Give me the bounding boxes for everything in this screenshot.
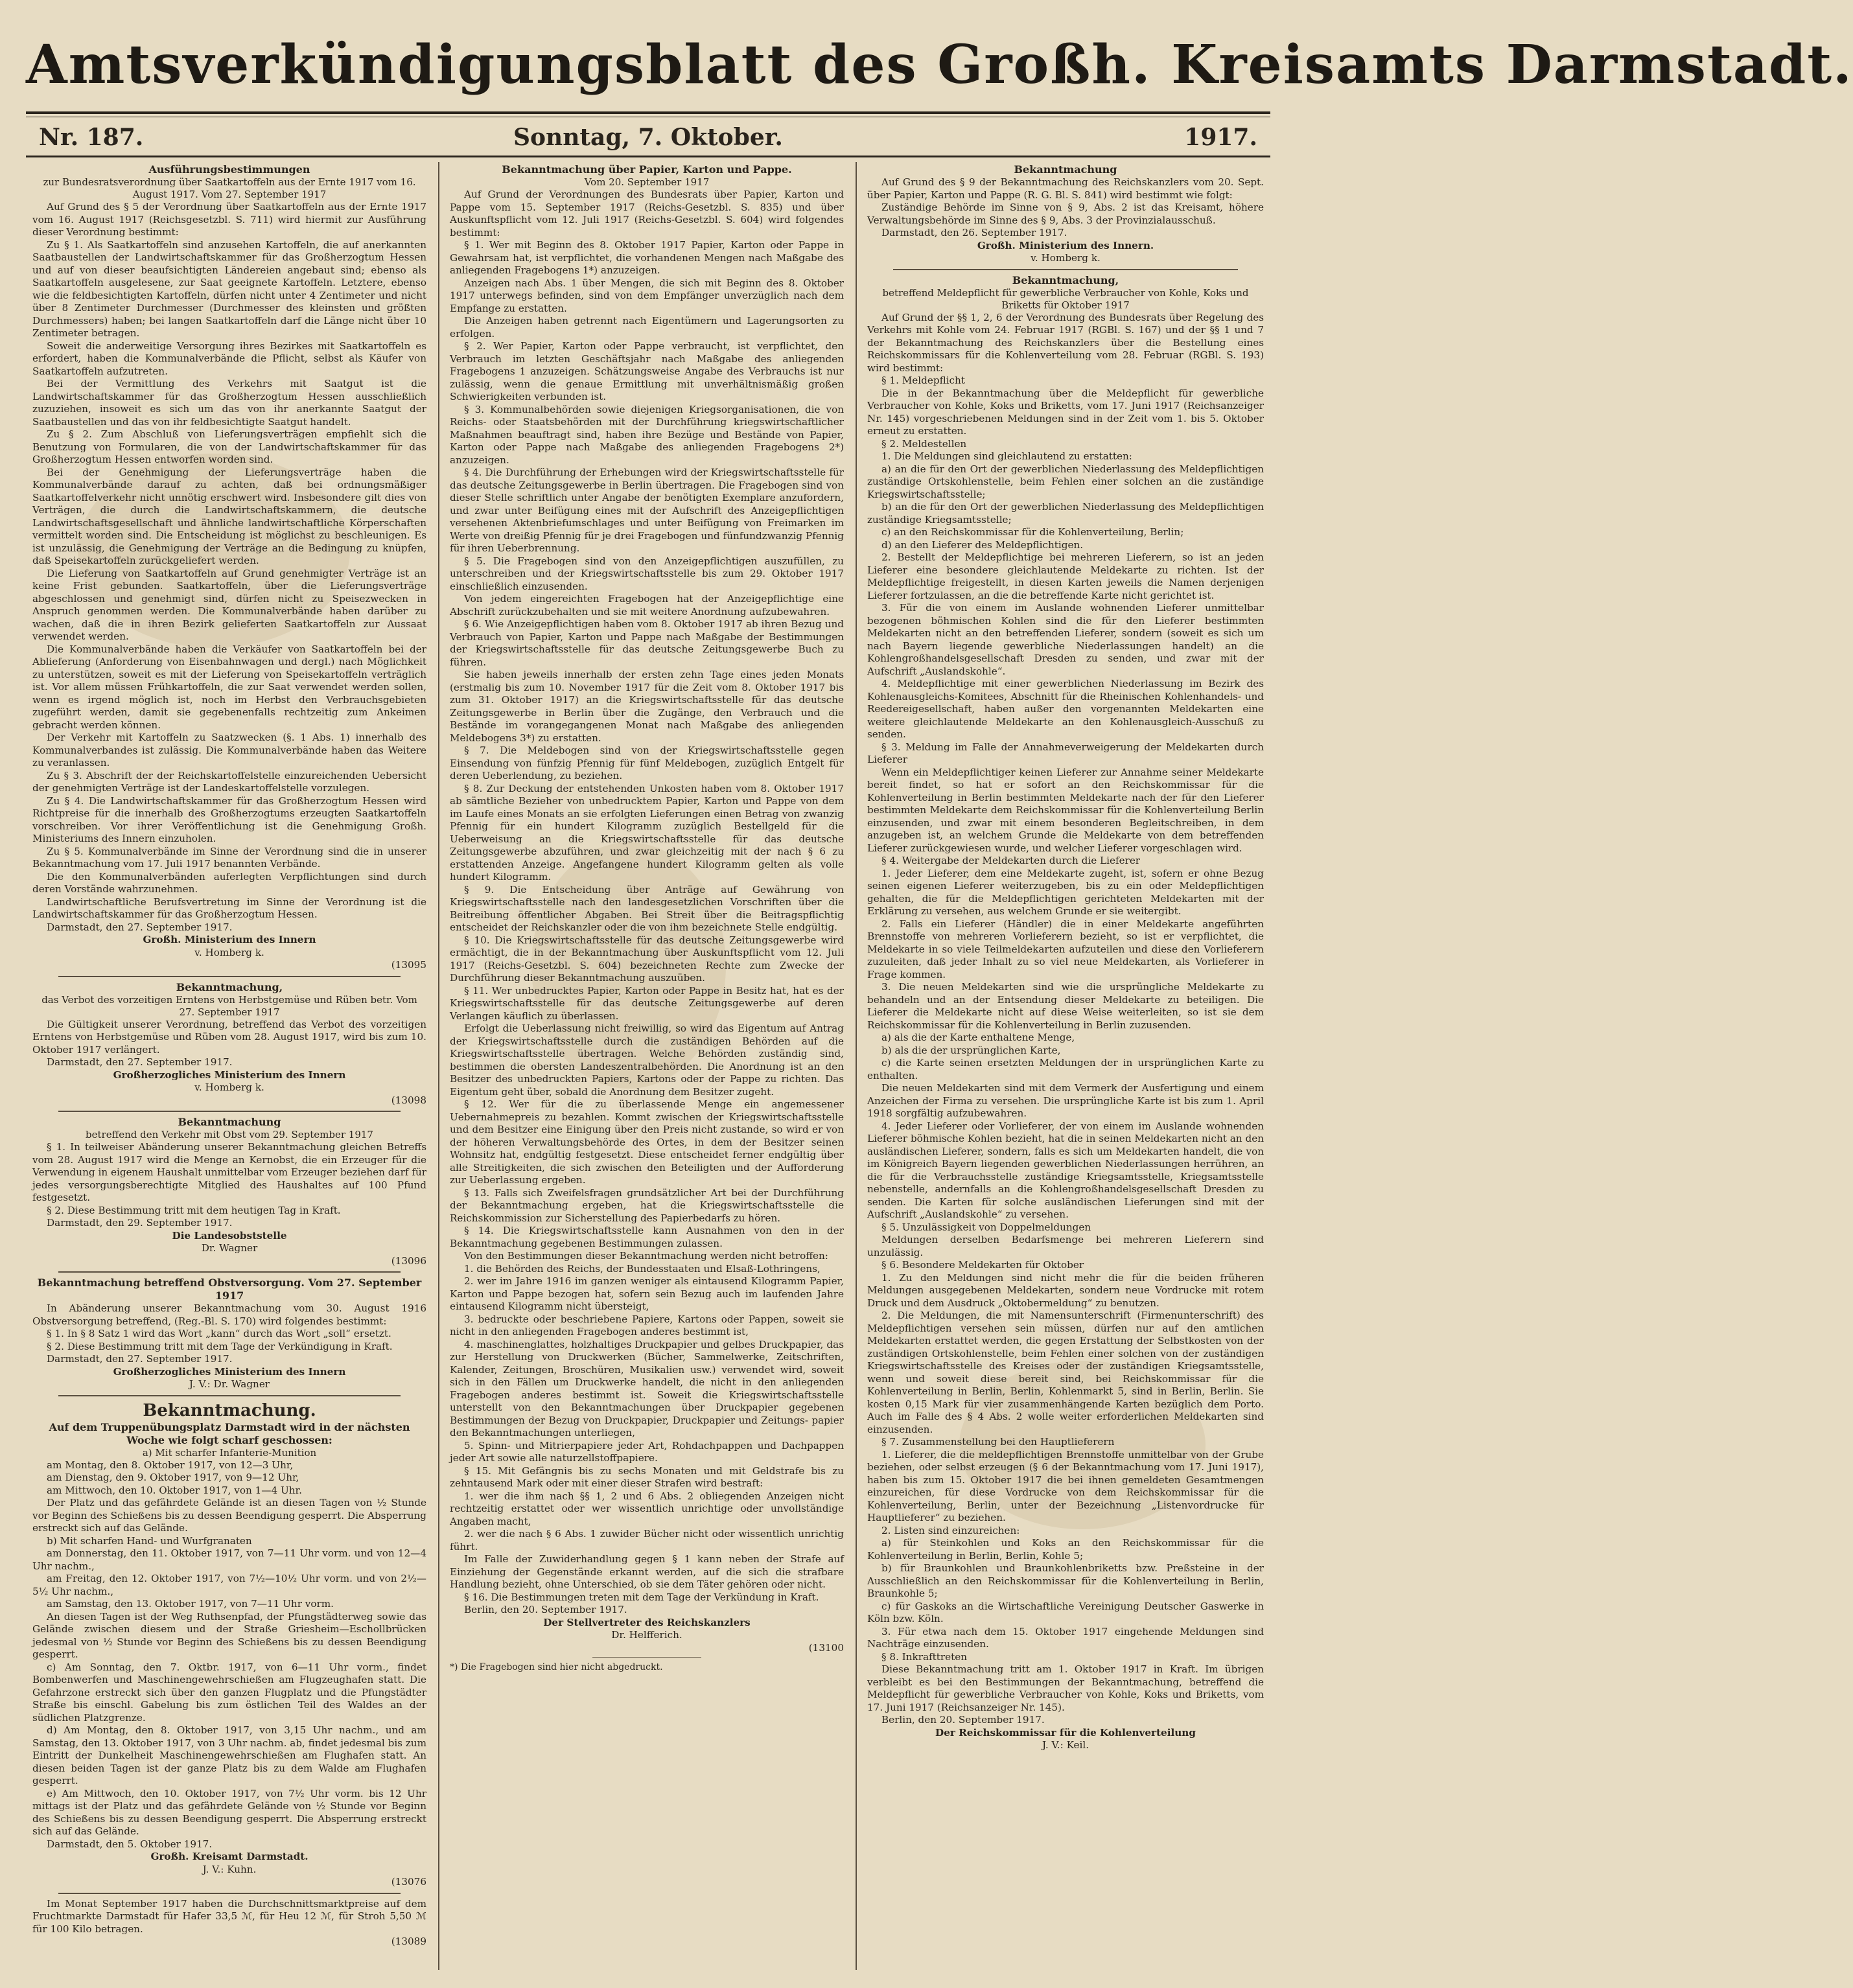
notice-paragraph: c) Am Sonntag, den 7. Oktbr. 1917, von 6—11 Uhr vorm., findet Bombenwerfen und Maschinengewehrschießen am Flugzeughafen statt. Die Gefahrzone erstreckt sich über den ganzen Flugplatz und die Pfungstädter Straße bis einschl. Gabelung bis zum östlichen Teil des Waldes an der südlichen Platzgrenze.: [32, 1661, 426, 1724]
notice-paragraph: Die Anzeigen haben getrennt nach Eigentümern und Lagerungsorten zu erfolgen.: [450, 315, 844, 340]
notice-paragraph: In Abänderung unserer Bekanntmachung vom 30. August 1916 Obstversorgung betreffend, (Reg.-Bl. S. 170) wird folgendes bestimmt:: [32, 1302, 426, 1327]
notice-heading: Bekanntmachung,: [1012, 273, 1119, 286]
notice-paragraph: Diese Bekanntmachung tritt am 1. Oktober 1917 in Kraft. Im übrigen verbleibt es bei den Bestimmungen der Bekanntmachung, betreffend die Meldepflicht für gewerbliche Verbraucher von Kohle, Koks und Briketts, vom 17. Juni 1917 (Reichsanzeiger Nr. 145).: [867, 1663, 1264, 1713]
notice-heading: Bekanntmachung,: [176, 980, 283, 993]
notice-paragraph: 2. Falls ein Lieferer (Händler) die in einer Meldekarte angeführten Brennstoffe von mehreren Vorlieferern bezieht, so ist er verpflichtet, die Meldekarte in so viele Teilmeldekarten aufzuteilen und diese den Vorlieferern zuzuleiten, daß jeder Inhalt zu so viel neue Meldekarten, als Vorlieferer in Frage kommen.: [867, 918, 1264, 980]
issue-date: Sonntag, 7. Oktober.: [513, 124, 783, 151]
masthead-title: Amtsverkündigungsblatt des Großh. Kreisamts Darmstadt.: [26, 34, 1853, 96]
notice-paragraph: § 4. Die Durchführung der Erhebungen wird der Kriegswirtschaftsstelle für das deutsche Zeitungsgewerbe in Berlin übertragen. Die Fragebogen sind von dieser Stelle schriftlich unter Angabe der benötigten Exemplare anzufordern, und zwar unter Beifügung eines mit der Aufschrift des Anzeigepflichtigen versehenen Aktenbriefumschlages und unter Beifügung von Freimarken im Werte von dreißig Pfennig für je drei Fragebogen und fünfundzwanzig Pfennig für ihren Ueberbrennung.: [450, 467, 844, 554]
notice-separator: [58, 1111, 401, 1112]
notice-paragraph: Die neuen Meldekarten sind mit dem Vermerk der Ausfertigung und einem Anzeichen der Firma zu versehen. Die ursprüngliche Karte ist bis zum 1. April 1918 sorgfältig aufzubewahren.: [867, 1082, 1264, 1119]
issue-line: [26, 122, 1270, 153]
notice-reference-number: (13076: [391, 1876, 426, 1888]
notice-paragraph: § 5. Unzulässigkeit von Doppelmeldungen: [881, 1221, 1091, 1233]
notice-authority: Großherzogliches Ministerium des Innern: [113, 1069, 346, 1081]
notice-separator: [893, 269, 1238, 270]
notice-paragraph: Zu § 1. Als Saatkartoffeln sind anzusehen Kartoffeln, die auf anerkannten Saatbaustellen der Landwirtschaftskammer für das Großherzogtum Hessen und auf von dieser beaufsichtigten Ländereien angebaut sind; ebenso als Saatkartoffeln ausgelesene, zur Saat geeignete Kartoffeln. Letztere, ebenso wie die feldbesichtigten Kartoffeln, dürfen nicht unter 4 Zentimeter und nicht über 8 Zentimeter Durchmesser (Durchmesser des kleinsten und größten Durchmessers) haben; bei langen Saatkartoffeln darf die Länge nicht über 10 Zentimeter betragen.: [32, 238, 426, 339]
notice-paragraph: Die Lieferung von Saatkartoffeln auf Grund genehmigter Verträge ist an keine Frist gebunden. Saatkartoffeln, über die Lieferungsverträge abgeschlossen und genehmigt sind, dürfen nicht zu Speisezwecken in Anspruch genommen werden. Die Kommunalverbände haben darüber zu wachen, daß die in ihren Bezirk gelieferten Saatkartoffeln zur Aussaat verwendet werden.: [32, 567, 426, 642]
notice-signatory: Dr. Wagner: [201, 1242, 258, 1254]
notice-paragraph: § 1. In § 8 Satz 1 wird das Wort „kann“ durch das Wort „soll“ ersetzt.: [47, 1328, 391, 1339]
notice-paragraph: 2. Die Meldungen, die mit Namensunterschrift (Firmenunterschrift) des Meldepflichtigen versehen sein müssen, dürfen nur auf den amtlichen Meldekarten erstattet werden, die gegen Erstattung der Selbstkosten von der zuständigen Ortskohlenstelle, beim Fehlen einer solchen von der zuständigen Kriegswirtschaftsstelle des Kreises oder der zuständigen Kriegsamtsstelle, wenn und soweit diese bereit sind, bei Reichskommissar für die Kohlenverteilung in Berlin, Berlin, Kohlenmarkt 5, sind in Berlin, Berlin. Sie kosten 0,15 Mark für vier zusammenhängende Karten bezüglich dem Porto. Auch im Falle des § 4 Abs. 2 wolle weiter erforderlichen Meldekarten sind einzusenden.: [867, 1310, 1264, 1435]
notice-subheading: a) Mit scharfer Infanterie-Munition: [142, 1446, 317, 1459]
notice-date: Darmstadt, den 5. Oktober 1917.: [47, 1838, 213, 1850]
notice-paragraph: a) als die der Karte enthaltene Menge,: [881, 1032, 1075, 1043]
notice-paragraph: § 1. Meldepflicht: [881, 375, 965, 386]
notice-paragraph: § 3. Kommunalbehörden sowie diejenigen Kriegsorganisationen, die von Reichs- oder Staatsbehörden mit der Durchführung kriegswirtschaftlicher Maßnahmen beauftragt sind, haben ihre Bezüge und Bestände von Papier, Karton oder Pappe nach Maßgabe des anliegenden Fragebogens 2*) anzuzeigen.: [450, 403, 844, 466]
notice-paragraph: 1. Zu den Meldungen sind nicht mehr die für die beiden früheren Meldungen ausgegebenen Meldekarten, sondern neue Vordrucke mit rotem Druck und dem Ausdruck „Oktobermeldung“ zu benutzen.: [867, 1271, 1264, 1309]
notice-paragraph: § 8. Inkrafttreten: [881, 1650, 967, 1663]
notice-paragraph: d) an den Lieferer des Meldepflichtigen.: [881, 538, 1084, 551]
notice-date: Berlin, den 20. September 1917.: [881, 1714, 1045, 1726]
notice-paragraph: 5. Spinn- und Mitrierpapiere jeder Art, Rohdachpappen und Dachpappen jeder Art sowie alle naturzellstoffpapiere.: [450, 1439, 844, 1464]
notice-paragraph: 2. Bestellt der Meldepflichtige bei mehreren Lieferern, so ist an jeden Lieferer eine besondere gleichlautende Meldekarte zu richten. Ist der Meldepflichtige freigestellt, in diesen Karten jeweils die Namen derjenigen Lieferer fortzulassen, an die die betreffende Karte nicht gerichtet ist.: [867, 551, 1264, 601]
notice-paragraph: 3. Für die von einem im Auslande wohnenden Lieferer unmittelbar bezogenen böhmischen Kohlen sind die für den Lieferer bestimmten Meldekarten nicht an den betreffenden Lieferer, sondern (soweit es sich um nach Bayern liegende gewerbliche Niederlassungen handelt) an die Kohlengroßhandelsgesellschaft Dresden zu senden, und zwar mit der Aufschrift „Auslandskohle“.: [867, 602, 1264, 677]
notice-paragraph: am Mittwoch, den 10. Oktober 1917, von 1—4 Uhr.: [47, 1484, 302, 1496]
notice-paragraph: § 7. Zusammenstellung bei den Hauptlieferern: [881, 1436, 1115, 1448]
notice-paragraph: 1. Lieferer, die die meldepflichtigen Brennstoffe unmittelbar von der Grube beziehen, oder selbst erzeugen (§ 6 der Bekanntmachung vom 17. Juni 1917), haben bis zum 15. Oktober 1917 die bei ihnen gemeldeten Gesamtmengen einzureichen, für diese Vordrucke von dem Reichskommissar für die Kohlenverteilung, Berlin, unter der Bezeichnung „Listenvordrucke für Hauptlieferer“ zu beziehen.: [867, 1448, 1264, 1523]
notice-heading: Bekanntmachung über Papier, Karton und Pappe.: [502, 163, 792, 176]
notice-separator: [58, 976, 401, 977]
notice-date: Darmstadt, den 27. September 1917.: [47, 1056, 233, 1068]
notice-authority: Großherzogliches Ministerium des Innern: [113, 1365, 346, 1378]
notice-block: [32, 1400, 426, 1889]
notice-signatory: J. V.: Keil.: [1042, 1739, 1090, 1751]
notice-paragraph: § 16. Die Bestimmungen treten mit dem Tage der Verkündung in Kraft.: [464, 1591, 819, 1603]
notice-paragraph: 2. Listen sind einzureichen:: [881, 1524, 1020, 1536]
notice-authority: Großh. Ministerium des Innern.: [977, 239, 1154, 251]
notice-signatory: J. V.: Dr. Wagner: [189, 1378, 270, 1390]
notice-paragraph: Erfolgt die Ueberlassung nicht freiwillig, so wird das Eigentum auf Antrag der Kriegswirtschaftsstelle durch die zuständigen Behörden auf die Kriegswirtschaftsstelle übertragen. Welche Behörden zuständig sind, bestimmen die obersten Landeszentralbehörden. Die Anordnung ist an den Besitzer des unbedruckten Papiers, Kartons oder der Pappe zu richten. Das Eigentum geht über, sobald die Anordnung dem Besitzer zugeht.: [450, 1023, 844, 1098]
notice-heading: Bekanntmachung: [178, 1116, 281, 1128]
notice-paragraph: § 9. Die Entscheidung über Anträge auf Gewährung von Kriegswirtschaftsstelle nach den landesgesetzlichen Vorschriften über die Beitreibung öffentlicher Abgaben. Bei Streit über die Beitragspflichtig entscheidet der Reichskanzler oder die von ihm bezeichnete Stelle endgültig.: [450, 883, 844, 933]
notice-heading: Bekanntmachung betreffend Obstversorgung. Vom 27. September 1917: [37, 1277, 422, 1302]
notice-block: [867, 163, 1264, 265]
notice-paragraph: 2. wer die nach § 6 Abs. 1 zuwider Bücher nicht oder wissentlich unrichtig führt.: [450, 1528, 844, 1553]
notice-paragraph: Auf Grund des § 9 der Bekanntmachung des Reichskanzlers vom 20. Sept. über Papier, Karton und Pappe (R. G. Bl. S. 841) wird bestimmt wie folgt:: [867, 176, 1264, 201]
notice-block: [32, 163, 426, 972]
notice-paragraph: Der Verkehr mit Kartoffeln zu Saatzwecken (§. 1 Abs. 1) innerhalb des Kommunalverbandes ist zulässig. Die Kommunalverbände haben das Weitere zu veranlassen.: [32, 732, 426, 769]
notice-title-large: Bekanntmachung.: [143, 1400, 316, 1420]
notice-paragraph: Die Kommunalverbände haben die Verkäufer von Saatkartoffeln bei der Ablieferung (Anforderung von Eisenbahnwagen und dergl.) nach Möglichkeit zu unterstützen, soweit es mit der Lieferung von Speisekartoffeln verträglich ist. Vor allem müssen Frühkartoffeln, die zur Saat verwendet werden sollen, wenn es irgend möglich ist, noch im Herbst den Verbrauchsgebieten zugeführt werden, damit sie gegebenenfalls rechtzeitig zum Ankeimen gebracht werden können.: [32, 643, 426, 731]
notice-paragraph: § 14. Die Kriegswirtschaftsstelle kann Ausnahmen von den in der Bekanntmachung gegebenen Bestimmungen zulassen.: [450, 1225, 844, 1249]
notice-paragraph: § 5. Die Fragebogen sind von den Anzeigepflichtigen auszufüllen, zu unterschreiben und der Kriegswirtschaftsstelle bis zum 29. Oktober 1917 einschließlich einzusenden.: [450, 555, 844, 592]
column-1: [32, 163, 426, 1965]
notice-paragraph: § 10. Die Kriegswirtschaftsstelle für das deutsche Zeitungsgewerbe wird ermächtigt, die in der Bekanntmachung über Auskunftspflicht vom 12. Juli 1917 (Reichs-Gesetzbl. S. 604) bezeichneten Rechte zum Zwecke der Durchführung dieser Bekanntmachung auszuüben.: [450, 934, 844, 984]
notice-paragraph: Bei der Genehmigung der Lieferungsverträge haben die Kommunalverbände darauf zu achten, daß bei ordnungsmäßiger Saatkartoffelverkehr nicht unnötig erschwert wird. Insbesondere gilt dies von Verträgen, die durch die Landwirtschaftskammern, die deutsche Landwirtschaftsgesellschaft und ähnliche landwirtschaftliche Körperschaften vermittelt worden sind. Die Entscheidung ist möglichst zu beschleunigen. Es ist unzulässig, die Genehmigung der Verträge an die Bedingung zu knüpfen, daß Speisekartoffeln zurückgeliefert werden.: [32, 466, 426, 566]
notice-paragraph: Auf Grund der Verordnungen des Bundesrats über Papier, Karton und Pappe vom 15. September 1917 (Reichs-Gesetzbl. S. 835) und über Auskunftspflicht vom 12. Juli 1917 (Reichs-Gesetzbl. S. 604) wird folgendes bestimmt:: [450, 189, 844, 238]
column-3: [867, 163, 1264, 1965]
notice-subheading: das Verbot des vorzeitigen Erntens von Herbstgemüse und Rüben betr. Vom 27. September 1917: [41, 993, 417, 1018]
notice-paragraph: 1. Die Meldungen sind gleichlautend zu erstatten:: [881, 450, 1132, 462]
notice-paragraph: § 2. Meldestellen: [881, 437, 967, 450]
notice-paragraph: 3. Die neuen Meldekarten sind wie die ursprüngliche Meldekarte zu behandeln und an der Entsendung dieser Meldekarte zu beteiligen. Die Lieferer die Meldekarte nicht auf diese Weise weiterleiten, so ist sie dem Reichskommissar für die Kohlenverteilung in Berlin zuzusenden.: [867, 981, 1264, 1031]
notice-paragraph: Von jedem eingereichten Fragebogen hat der Anzeigepflichtige eine Abschrift zurückzubehalten und sie mit weitere Anordnung aufzubewahren.: [450, 593, 844, 618]
notice-paragraph: An diesen Tagen ist der Weg Ruthsenpfad, der Pfungstädterweg sowie das Gelände zwischen diesem und der Straße Griesheim—Eschollbrücken jedesmal von ½ Stunde vor Beginn des Schießens bis zu dessen Beendigung gesperrt.: [32, 1610, 426, 1660]
notice-paragraph: 3. Für etwa nach dem 15. Oktober 1917 eingehende Meldungen sind Nachträge einzusenden.: [867, 1625, 1264, 1650]
notice-paragraph: Landwirtschaftliche Berufsvertretung im Sinne der Verordnung ist die Landwirtschaftskammer für das Großherzogtum Hessen.: [32, 896, 426, 920]
notice-block: [450, 163, 844, 1674]
notice-authority: Die Landesobststelle: [172, 1229, 287, 1242]
notice-authority: Großh. Ministerium des Innern: [143, 934, 316, 945]
notice-paragraph: Zu § 4. Die Landwirtschaftskammer für das Großherzogtum Hessen wird Richtpreise für die innerhalb des Großherzogtums erzeugten Saatkartoffeln vorschreiben. Vor ihrer Veröffentlichung ist die Genehmigung Großh. Ministeriums des Innern einzuholen.: [32, 794, 426, 844]
notice-paragraph: Die Gültigkeit unserer Verordnung, betreffend das Verbot des vorzeitigen Erntens von Herbstgemüse und Rüben vom 28. August 1917, wird bis zum 10. Oktober 1917 verlängert.: [32, 1018, 426, 1056]
notice-paragraph: § 15. Mit Gefängnis bis zu sechs Monaten und mit Geldstrafe bis zu zehntausend Mark oder mit einer dieser Strafen wird bestraft:: [450, 1464, 844, 1489]
notice-date: Darmstadt, den 29. September 1917.: [47, 1217, 233, 1229]
notice-authority: Der Stellvertreter des Reichskanzlers: [543, 1616, 751, 1628]
notice-paragraph: c) an den Reichskommissar für die Kohlenverteilung, Berlin;: [881, 526, 1184, 538]
notice-paragraph: Bei der Vermittlung des Verkehrs mit Saatgut ist die Landwirtschaftskammer für das Großherzogtum Hessen ausschließlich zuzuziehen, insoweit es sich um das von ihr anerkannte Saatgut der Saatbaustellen und das von ihr feldbesichtigte Saatgut handelt.: [32, 378, 426, 428]
notice-paragraph: § 1. Wer mit Beginn des 8. Oktober 1917 Papier, Karton oder Pappe in Gewahrsam hat, ist verpflichtet, die vorhandenen Mengen nach Maßgabe des anliegenden Fragebogens 1*) anzuzeigen.: [450, 239, 844, 276]
notice-paragraph: § 2. Diese Bestimmung tritt mit dem Tage der Verkündigung in Kraft.: [47, 1340, 393, 1352]
notice-paragraph: § 2. Wer Papier, Karton oder Pappe verbraucht, ist verpflichtet, den Verbrauch im letzten Geschäftsjahr nach Maßgabe des anliegenden Fragebogens 1 anzuzeigen. Schätzungsweise Angabe des Verbrauchs ist nur zulässig, wenn die genaue Ermittlung mit unverhältnismäßig großen Schwierigkeiten verbunden ist.: [450, 340, 844, 402]
notice-reference-number: (13098: [391, 1094, 426, 1106]
footnote: *) Die Fragebogen sind hier nicht abgedruckt.: [450, 1662, 663, 1672]
notice-reference-number: (13089: [391, 1936, 426, 1947]
notice-paragraph: b) an die für den Ort der gewerblichen Niederlassung des Meldepflichtigen zuständige Kriegsamtsstelle;: [867, 501, 1264, 526]
notice-separator: [58, 1395, 401, 1396]
notice-paragraph: Im Falle der Zuwiderhandlung gegen § 1 kann neben der Strafe auf Einziehung der Gegenstände erkannt werden, auf die sich die strafbare Handlung bezieht, ohne Unterschied, ob sie dem Täter gehören oder nicht.: [450, 1553, 844, 1590]
notice-paragraph: 2. wer im Jahre 1916 im ganzen weniger als eintausend Kilogramm Papier, Karton und Pappe bezogen hat, sofern sein Bezug auch im laufenden Jahre eintausend Kilogramm nicht übersteigt,: [450, 1275, 844, 1312]
notice-date: Darmstadt, den 27. September 1917.: [47, 921, 233, 933]
notice-paragraph: b) als die der ursprünglichen Karte,: [881, 1044, 1061, 1056]
notice-paragraph: Der Platz und das gefährdete Gelände ist an diesen Tagen von ½ Stunde vor Beginn des Schießens bis zu dessen Beendigung gesperrt. Die Absperrung erstreckt sich auf das Gelände.: [32, 1497, 426, 1534]
notice-authority: Großh. Kreisamt Darmstadt.: [150, 1851, 309, 1862]
notice-paragraph: Auf Grund der §§ 1, 2, 6 der Verordnung des Bundesrats über Regelung des Verkehrs mit Kohle vom 24. Februar 1917 (RGBl. S. 167) und der §§ 1 und 7 der Bekanntmachung des Reichskanzlers über die Bestellung eines Reichskommissars für die Kohlenverteilung vom 28. Februar (RGBl. S. 193) wird bestimmt:: [867, 311, 1264, 374]
notice-paragraph: 1. Jeder Lieferer, dem eine Meldekarte zugeht, ist, sofern er ohne Bezug seinen eigenen Lieferer weiterzugeben, bis zu ein oder Meldepflichtigen gehalten, die für die Meldepflichtigen gerichteten Meldekarten mit der Erklärung zu versehen, aus welchem Grunde er sie weitergibt.: [867, 867, 1264, 917]
issue-year: 1917.: [1184, 124, 1257, 151]
notice-signatory: v. Homberg k.: [194, 946, 264, 958]
notice-separator: [58, 1893, 401, 1894]
notice-block: [867, 274, 1264, 1752]
notice-signatory: v. Homberg k.: [1031, 252, 1101, 264]
notice-block: [32, 981, 426, 1107]
notice-reference-number: (13100: [808, 1641, 844, 1654]
notice-reference-number: (13096: [391, 1254, 426, 1267]
notice-heading: Ausführungsbestimmungen: [148, 163, 310, 176]
notice-paragraph: Zuständige Behörde im Sinne von § 9, Abs. 2 ist das Kreisamt, höhere Verwaltungsbehörde im Sinne des § 9, Abs. 3 der Provinzialausschuß.: [867, 202, 1264, 226]
notice-paragraph: § 13. Falls sich Zweifelsfragen grundsätzlicher Art bei der Durchführung der Bekanntmachung ergeben, hat die Kriegswirtschaftsstelle die Reichskommission zur Sicherstellung des Papierbedarfs zu hören.: [450, 1186, 844, 1224]
notice-date: Darmstadt, den 26. September 1917.: [881, 227, 1067, 238]
notice-block: [32, 1277, 426, 1391]
masthead-rule: [26, 111, 1270, 114]
notice-paragraph: b) Mit scharfen Hand- und Wurfgranaten: [47, 1534, 252, 1547]
notice-paragraph: Soweit die anderweitige Versorgung ihres Bezirkes mit Saatkartoffeln es erfordert, haben die Kommunalverbände die Pflicht, selbst als Käufer von Saatkartoffeln aufzutreten.: [32, 340, 426, 377]
notice-paragraph: § 2. Diese Bestimmung tritt mit dem heutigen Tag in Kraft.: [47, 1204, 341, 1216]
notice-paragraph: am Donnerstag, den 11. Oktober 1917, von 7—11 Uhr vorm. und von 12—4 Uhr nachm.,: [32, 1547, 426, 1572]
notice-paragraph: § 12. Wer für die zu überlassende Menge ein angemessener Uebernahmepreis zu bezahlen. Kommt zwischen der Kriegswirtschaftsstelle und dem Besitzer eine Einigung über den Preis nicht zustande, so wird er von der höheren Verwaltungsbehörde des Ortes, in dem der Besitzer seinen Wohnsitz hat, endgültig festgesetzt. Diese entscheidet ferner endgültig über alle Streitigkeiten, die sich zwischen den Beteiligten und der Aufforderung zur Ueberlassung ergeben.: [450, 1098, 844, 1186]
notice-paragraph: Zu § 2. Zum Abschluß von Lieferungsverträgen empfiehlt sich die Benutzung von Formularen, die von der Landwirtschaftskammer für das Großherzogtum Hessen entworfen worden sind.: [32, 428, 426, 465]
notice-paragraph: Die den Kommunalverbänden auferlegten Verpflichtungen sind durch deren Vorstände wahrzunehmen.: [32, 870, 426, 895]
notice-paragraph: § 3. Meldung im Falle der Annahmeverweigerung der Meldekarten durch Lieferer: [867, 741, 1264, 765]
notice-heading: Bekanntmachung: [1014, 163, 1117, 176]
notice-subheading: Vom 20. September 1917: [584, 176, 710, 188]
notice-paragraph: Meldungen derselben Bedarfsmenge bei mehreren Lieferern sind unzulässig.: [867, 1234, 1264, 1258]
column-divider: [438, 162, 439, 1970]
column-2: [450, 163, 844, 1965]
notice-reference-number: (13095: [391, 959, 426, 971]
notice-paragraph: Wenn ein Meldepflichtiger keinen Lieferer zur Annahme seiner Meldekarte bereit findet, so hat er sofort an den Reichskommissar für die Kohlenverteilung in Berlin bestimmten Meldekarte nach der für den Lieferer bestimmten Meldekarte dem Reichskommissar für die Kohlenverteilung Berlin einzusenden, und zwar mit einem besonderen Begleitschreiben, in dem anzugeben ist, an welchem Grunde die Meldekarte von dem betreffenden Lieferer zurückgewiesen wurde, und welcher Lieferer vorgeschlagen wird.: [867, 766, 1264, 854]
notice-paragraph: § 8. Zur Deckung der entstehenden Unkosten haben vom 8. Oktober 1917 ab sämtliche Bezieher von unbedrucktem Papier, Karton und Pappe von dem im Laufe eines Monats an sie erfolgten Lieferungen einen Betrag von zwanzig Pfennig für ein hundert Kilogramm zuzüglich Bestellgeld für die Ueberweisung an die Kriegswirtschaftsstelle für das deutsche Zeitungsgewerbe abzuführen, und zwar gleichzeitig mit der nach § 6 zu erstattenden Anzeige. Angefangene hundert Kilogramm gelten als volle hundert Kilogramm.: [450, 782, 844, 883]
notice-paragraph: a) an die für den Ort der gewerblichen Niederlassung des Meldepflichtigen zuständige Ortskohlenstelle, beim Fehlen einer solchen an die zuständige Kriegswirtschaftsstelle;: [867, 463, 1264, 500]
notice-paragraph: 1. wer die ihm nach §§ 1, 2 und 6 Abs. 2 obliegenden Anzeigen nicht rechtzeitig erstattet oder wer wissentlich unrichtige oder unvollständige Angaben macht,: [450, 1490, 844, 1527]
notice-paragraph: 4. maschinenglattes, holzhaltiges Druckpapier und gelbes Druckpapier, das zur Herstellung von Druckwerken (Bücher, Sammelwerke, Zeitschriften, Kalender, Zeitungen, Broschüren, Musikalien usw.) verwendet wird, soweit sich in den Fällen um Druckwerke handelt, die nicht in den anliegenden Fragebogen anderes bestimmt ist. Soweit die Kriegswirtschaftsstelle unterstellt von den Bekanntmachungen über Druckpapier gegebenen Bestimmungen der Bezug von Druckpapier, Druckpapier und Zeitungs- papier den Bekanntmachungen unterliegen,: [450, 1338, 844, 1439]
notice-subheading: zur Bundesratsverordnung über Saatkartoffeln aus der Ernte 1917 vom 16. August 1917. Vom 27. September 1917: [43, 176, 416, 200]
notice-paragraph: Die in der Bekanntmachung über die Meldepflicht für gewerbliche Verbraucher von Kohle, Koks und Briketts, vom 17. Juni 1917 (Reichsanzeiger Nr. 145) vorgeschriebenen Meldungen sind in der Zeit vom 1. bis 5. Oktober erneut zu erstatten.: [867, 387, 1264, 437]
notice-paragraph: b) für Braunkohlen und Braunkohlenbriketts bzw. Preßsteine in der Ausschließlich an den Reichskommissar für die Kohlenverteilung in Berlin, Braunkohle 5;: [867, 1562, 1264, 1599]
issue-rule: [26, 156, 1270, 157]
notice-paragraph: Im Monat September 1917 haben die Durchschnittsmarktpreise auf dem Fruchtmarkte Darmstadt für Hafer 33,5 ℳ, für Heu 12 ℳ, für Stroh 5,50 ℳ für 100 Kilo betragen.: [32, 1897, 426, 1935]
notice-paragraph: § 6. Besondere Meldekarten für Oktober: [881, 1259, 1084, 1271]
notice-paragraph: Zu § 5. Kommunalverbände im Sinne der Verordnung sind die in unserer Bekanntmachung vom 17. Juli 1917 benannten Verbände.: [32, 845, 426, 870]
notice-paragraph: 4. Meldepflichtige mit einer gewerblichen Niederlassung im Bezirk des Kohlenausgleichs-Komitees, Abschnitt für die Rheinischen Kohlenhandels- und Reedereigesellschaft, haben außer den vorgenannten Meldekarten eine weitere gleichlautende Meldekarte an den Kohlenausgleich-Ausschuß zu senden.: [867, 678, 1264, 740]
issue-number: Nr. 187.: [39, 124, 144, 151]
column-divider: [856, 162, 857, 1970]
notice-paragraph: d) Am Montag, den 8. Oktober 1917, von 3,15 Uhr nachm., und am Samstag, den 13. Oktober 1917, von 3 Uhr nachm. ab, findet jedesmal bis zum Eintritt der Dunkelheit Maschinengewehrschießen am Flughafen statt. An diesen beiden Tagen ist der ganze Platz bis zu dem Walde am Flughafen gesperrt.: [32, 1724, 426, 1786]
notice-authority: Der Reichskommissar für die Kohlenverteilung: [935, 1726, 1196, 1739]
notice-signatory: v. Homberg k.: [194, 1081, 264, 1093]
notice-paragraph: § 4. Weitergabe der Meldekarten durch die Lieferer: [881, 855, 1141, 866]
notice-date: Berlin, den 20. September 1917.: [464, 1604, 627, 1615]
notice-paragraph: e) Am Mittwoch, den 10. Oktober 1917, von 7½ Uhr vorm. bis 12 Uhr mittags ist der Platz und das gefährdete Gelände von ½ Stunde vor Beginn des Schießens bis zu dessen Beendigung gesperrt. Die Absperrung erstreckt sich auf das Gelände.: [32, 1787, 426, 1837]
notice-paragraph: § 1. In teilweiser Abänderung unserer Bekanntmachung gleichen Betreffs vom 28. August 1917 wird die Menge an Kernobst, die ein Erzeuger für die Verwendung in eigenem Haushalt unmittelbar vom Erzeuger beziehen darf für jedes versorgungsberechtigte Mitglied des Haushaltes auf 100 Pfund festgesetzt.: [32, 1141, 426, 1203]
notice-paragraph: Auf Grund des § 5 der Verordnung über Saatkartoffeln aus der Ernte 1917 vom 16. August 1917 (Reichsgesetzbl. S. 711) wird hiermit zur Ausführung dieser Verordnung bestimmt:: [32, 201, 426, 238]
notice-paragraph: § 7. Die Meldebogen sind von der Kriegswirtschaftsstelle gegen Einsendung von fünfzig Pfennig für fünf Meldebogen, zuzüglich Entgelt für deren Ueberlendung, zu beziehen.: [450, 745, 844, 781]
notice-subheading: betreffend Meldepflicht für gewerbliche Verbraucher von Kohle, Koks und Briketts für Oktober 1917: [882, 286, 1249, 311]
notice-paragraph: c) die Karte seinen ersetzten Meldungen der in ursprünglichen Karte zu enthalten.: [867, 1057, 1264, 1081]
notice-paragraph: Von den Bestimmungen dieser Bekanntmachung werden nicht betroffen:: [464, 1250, 828, 1262]
notice-block: [32, 1898, 426, 1948]
notice-paragraph: a) für Steinkohlen und Koks an den Reichskommissar für die Kohlenverteilung in Berlin, Berlin, Kohle 5;: [867, 1537, 1264, 1562]
notice-paragraph: am Freitag, den 12. Oktober 1917, von 7½—10½ Uhr vorm. und von 2½—5½ Uhr nachm.,: [32, 1573, 426, 1597]
notice-paragraph: c) für Gaskoks an die Wirtschaftliche Vereinigung Deutscher Gaswerke in Köln bzw. Köln.: [867, 1600, 1264, 1624]
notice-subheading: betreffend den Verkehr mit Obst vom 29. September 1917: [86, 1129, 373, 1140]
notice-paragraph: 3. bedruckte oder beschriebene Papiere, Kartons oder Pappen, soweit sie nicht in den anliegenden Fragebogen anderes bestimmt ist,: [450, 1313, 844, 1337]
notice-paragraph: am Samstag, den 13. Oktober 1917, von 7—11 Uhr vorm.: [47, 1598, 334, 1610]
notice-heading: Auf dem Truppenübungsplatz Darmstadt wird in der nächsten Woche wie folgt scharf geschossen:: [49, 1420, 410, 1446]
notice-block: [32, 1116, 426, 1267]
footnote-rule: [592, 1657, 701, 1658]
notice-date: Darmstadt, den 27. September 1917.: [47, 1353, 233, 1365]
notice-paragraph: am Dienstag, den 9. Oktober 1917, von 9—12 Uhr,: [47, 1472, 299, 1483]
notice-paragraph: § 6. Wie Anzeigepflichtigen haben vom 8. Oktober 1917 ab ihren Bezug und Verbrauch von Papier, Karton und Pappe nach Maßgabe der Bestimmungen der Kriegswirtschaftsstelle für das deutsche Zeitungsgewerbe Buch zu führen.: [450, 618, 844, 668]
notice-signatory: J. V.: Kuhn.: [202, 1863, 257, 1875]
notice-separator: [58, 1271, 401, 1273]
notice-paragraph: Sie haben jeweils innerhalb der ersten zehn Tage eines jeden Monats (erstmalig bis zum 10. November 1917 für die Zeit vom 8. Oktober 1917 bis zum 31. Oktober 1917) an die Kriegswirtschaftsstelle für das deutsche Zeitungsgewerbe in Berlin über die Zugänge, den Verbrauch und die Bestände im vorangegangenen Monat nach Maßgabe des anliegenden Meldebogens 3*) zu erstatten.: [450, 669, 844, 744]
notice-paragraph: am Montag, den 8. Oktober 1917, von 12—3 Uhr,: [47, 1459, 294, 1471]
notice-paragraph: 4. Jeder Lieferer oder Vorlieferer, der von einem im Auslande wohnenden Lieferer böhmische Kohlen bezieht, hat die in seinen Meldekarten nicht an den ausländischen Lieferer, sondern, falls es sich um Meldekarten handelt, die von im Königreich Bayern liegenden gewerblichen Niederlassungen herrühren, an die für die Verbrauchsstelle zuständige Kriegsamtsstelle, Kriegsamtsstelle nebenstelle, andernfalls an die Kohlengroßhandelsgesellschaft Dresden zu senden. Die Karten für solche ausländischen Lieferungen sind mit der Aufschrift „Auslandskohle“ zu versehen.: [867, 1120, 1264, 1220]
notice-signatory: Dr. Helfferich.: [611, 1629, 682, 1641]
notice-paragraph: Zu § 3. Abschrift der der Reichskartoffelstelle einzureichenden Uebersicht der genehmigten Verträge ist der Landeskartoffelstelle vorzulegen.: [32, 769, 426, 794]
notice-paragraph: Anzeigen nach Abs. 1 über Mengen, die sich mit Beginn des 8. Oktober 1917 unterwegs befinden, sind von dem Empfänger unverzüglich nach dem Empfange zu erstatten.: [450, 277, 844, 314]
notice-paragraph: § 11. Wer unbedrucktes Papier, Karton oder Pappe in Besitz hat, hat es der Kriegswirtschaftsstelle für das deutsche Zeitungsgewerbe auf deren Verlangen käuflich zu überlassen.: [450, 984, 844, 1022]
notice-paragraph: 1. die Behörden des Reichs, der Bundesstaaten und Elsaß-Lothringens,: [464, 1262, 821, 1275]
